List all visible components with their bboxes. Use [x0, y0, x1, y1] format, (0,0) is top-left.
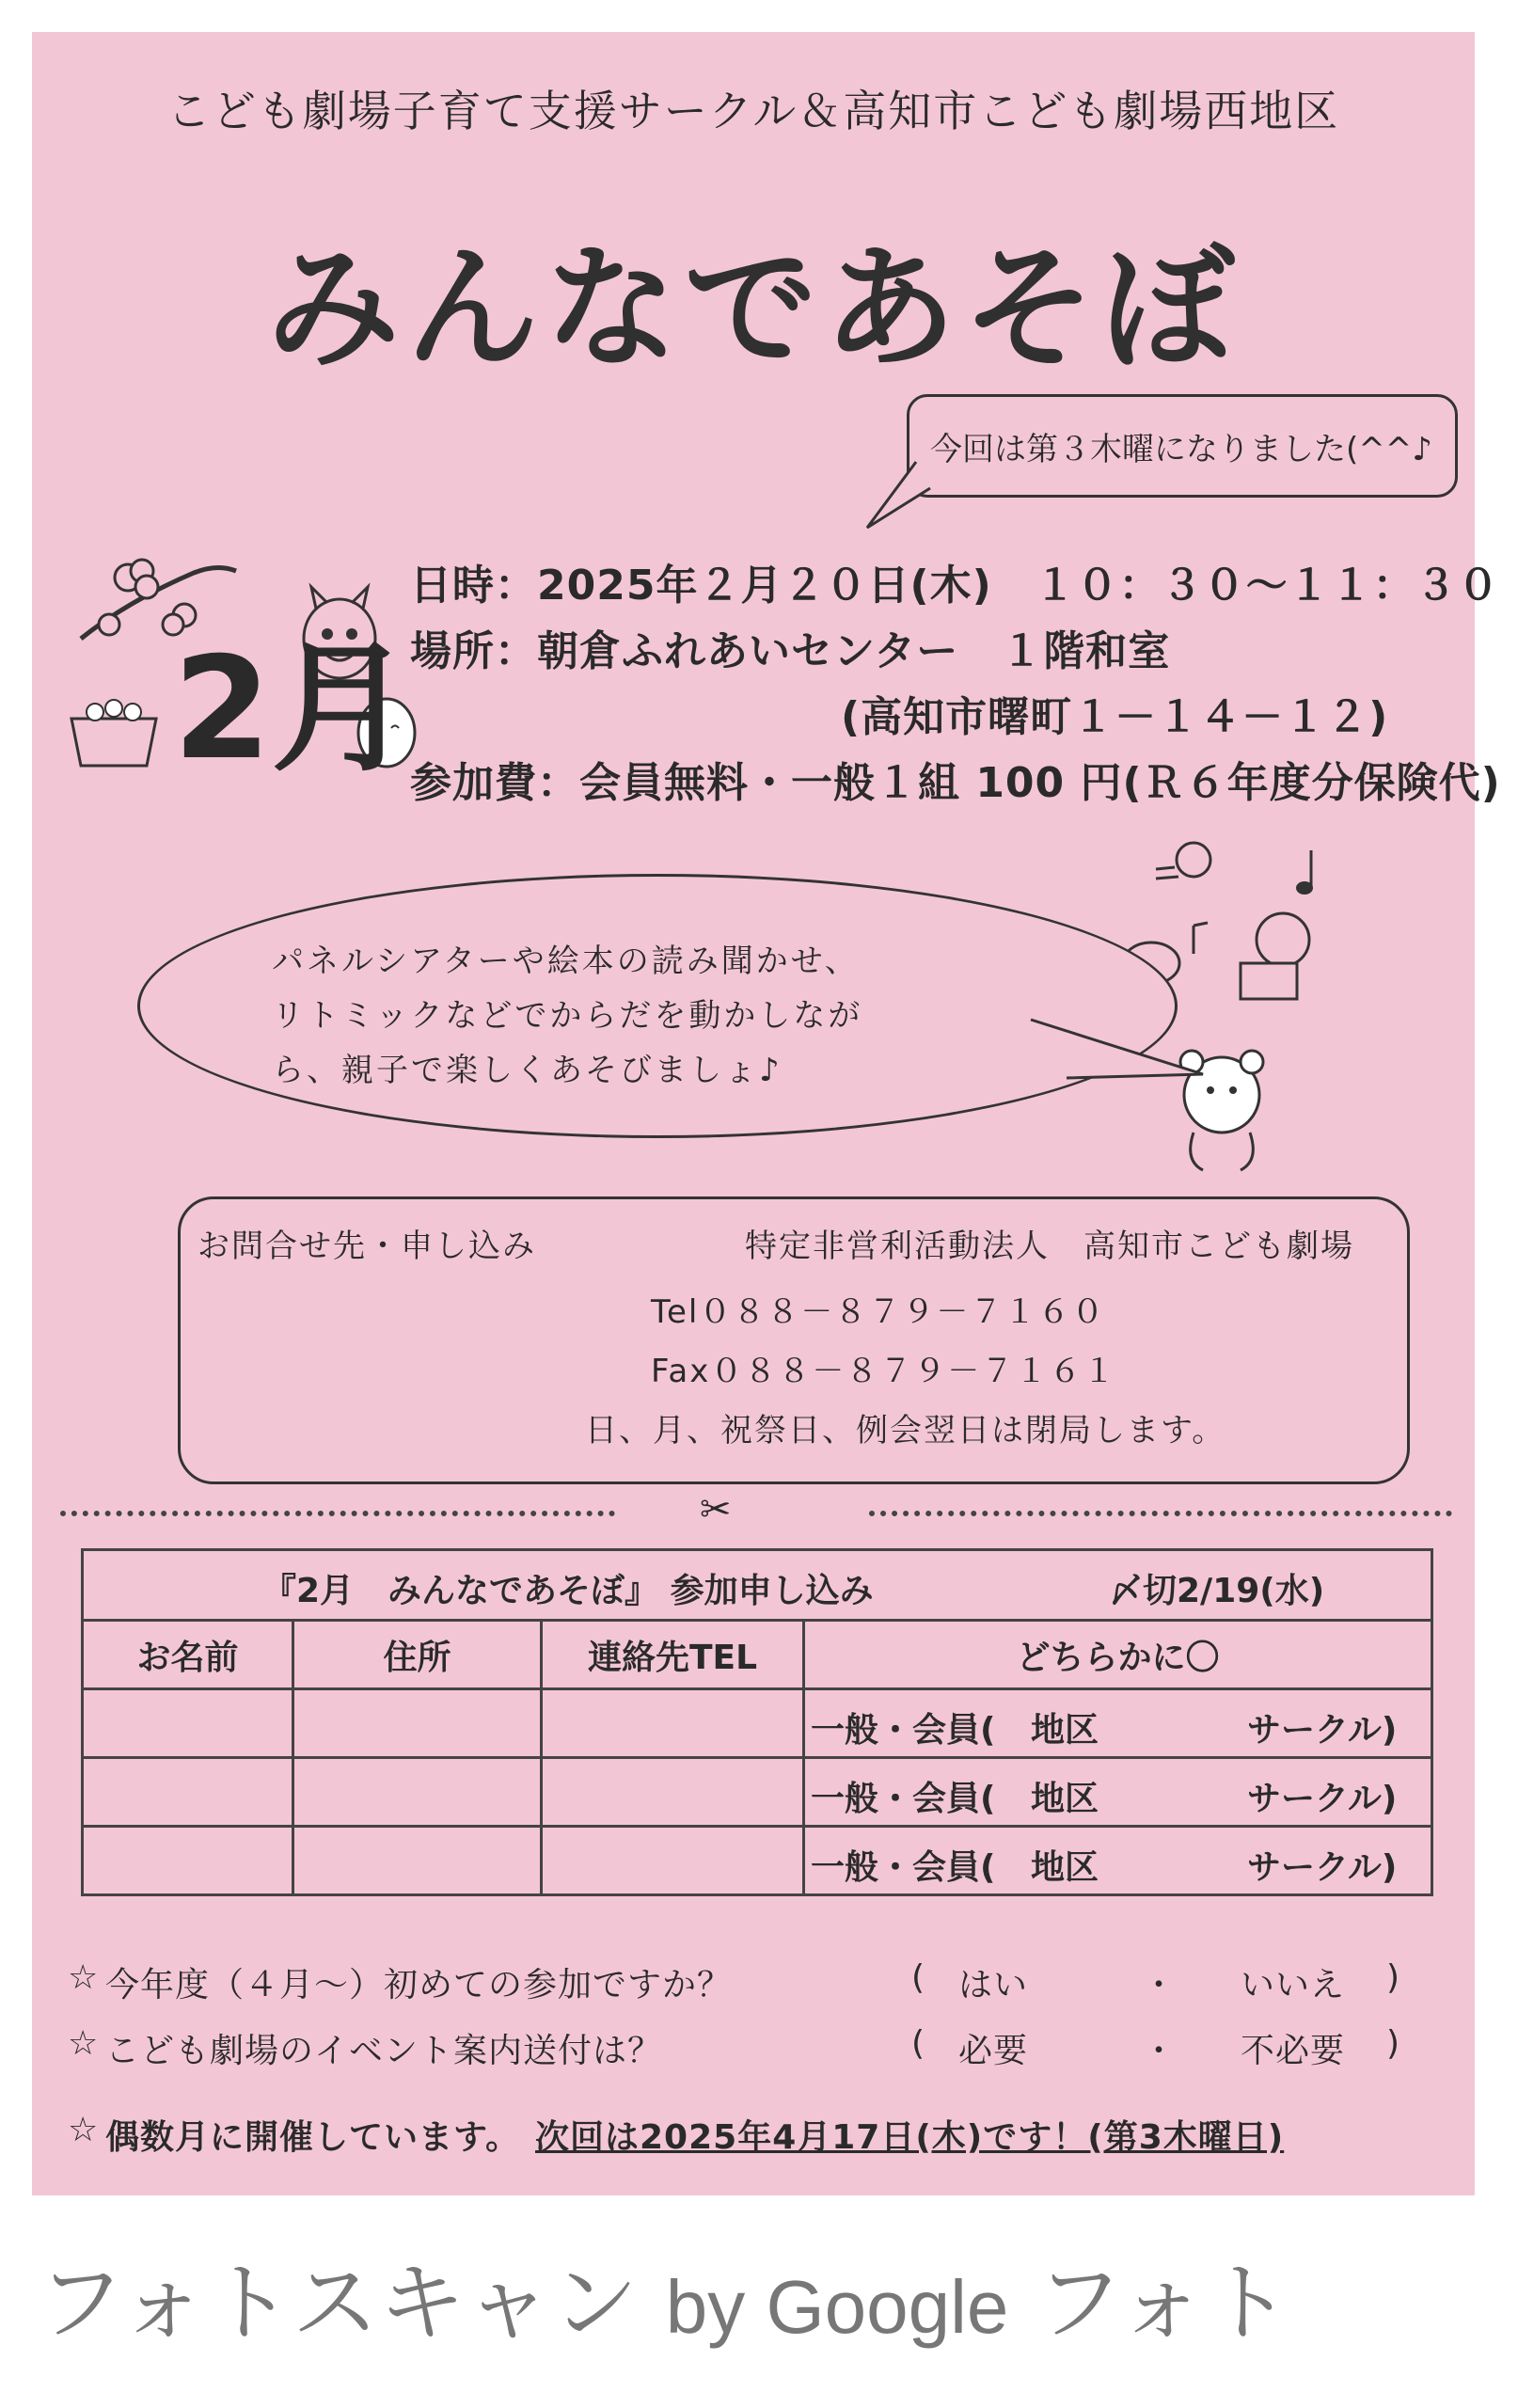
- flyer-title: みんなであそぼ: [266, 231, 1241, 387]
- tel-cell[interactable]: [542, 1689, 804, 1758]
- member-type: 一般・会員(: [811, 1780, 996, 1818]
- name-cell[interactable]: [83, 1758, 293, 1827]
- note-text: 今回は第３木曜になりました(^^♪: [930, 431, 1432, 468]
- header-address: 住所: [293, 1621, 542, 1689]
- header-choice: どちらかに〇: [804, 1621, 1432, 1689]
- flyer-page: [32, 32, 1501, 2195]
- option-no[interactable]: いいえ: [1241, 1966, 1346, 2004]
- bubble-tail-icon: [860, 460, 935, 535]
- star-icon: ☆: [68, 2024, 100, 2063]
- contact-box: [178, 1196, 1410, 1484]
- photoscan-footer: [38, 2234, 1291, 2358]
- question-text: こども劇場のイベント案内送付は？: [105, 2032, 663, 2070]
- area-label: 地区: [1031, 1780, 1099, 1818]
- form-deadline: 〆切2/19(水): [1109, 1572, 1325, 1610]
- name-cell[interactable]: [83, 1827, 293, 1895]
- event-datetime: 日時：2025年２月２０日(木) １０：３０～１１：３０: [410, 562, 1500, 610]
- option-separator: ・: [1142, 1966, 1178, 2004]
- star-icon: ☆: [68, 2111, 100, 2149]
- member-type: 一般・会員(: [811, 1848, 996, 1887]
- paren-close: ): [1386, 1958, 1401, 1997]
- member-type: 一般・会員(: [811, 1711, 996, 1750]
- form-title-row: [83, 1550, 1432, 1621]
- contact-closed-days: 日、月、祝祭日、例会翌日は閉局します。: [585, 1412, 1226, 1450]
- event-fee: 参加費：会員無料・一般１組 100 円(Ｒ６年度分保険代): [410, 759, 1501, 807]
- schedule-text: 偶数月に開催しています。: [105, 2118, 521, 2157]
- circle-label: サークル): [1247, 1780, 1398, 1818]
- circle-label: サークル): [1247, 1848, 1398, 1887]
- next-event: 次回は2025年4月17日(木)です！(第3木曜日): [535, 2118, 1285, 2157]
- address-cell[interactable]: [293, 1827, 542, 1895]
- tel-cell[interactable]: [542, 1827, 804, 1895]
- star-icon: ☆: [68, 1958, 100, 1997]
- event-address: (高知市曙町１－１４－１２): [841, 693, 1389, 741]
- option-yes[interactable]: はい: [958, 1966, 1029, 2004]
- contact-org: 特定非営利活動法人 高知市こども劇場: [745, 1228, 1354, 1265]
- event-place: 場所：朝倉ふれあいセンター １階和室: [410, 627, 1171, 675]
- paren-open: (: [911, 1958, 926, 1997]
- area-label: 地区: [1031, 1848, 1099, 1887]
- contact-fax: Fax０８８－８７９－７１６１: [651, 1353, 1117, 1390]
- month-badge: 2月: [173, 627, 413, 791]
- circle-label: サークル): [1247, 1711, 1398, 1750]
- cut-line-left: [60, 1511, 615, 1516]
- footer-suffix: フォト: [1036, 2253, 1292, 2353]
- address-cell[interactable]: [293, 1689, 542, 1758]
- form-title: 『2月 みんなであそぼ』 参加申し込み: [262, 1572, 874, 1610]
- contact-label: お問合せ先・申し込み: [198, 1228, 536, 1265]
- app-name: フォトスキャン: [38, 2253, 639, 2353]
- header-tel: 連絡先TEL: [542, 1621, 804, 1689]
- address-cell[interactable]: [293, 1758, 542, 1827]
- choice-cell[interactable]: [804, 1827, 1432, 1895]
- note-speech-bubble: [907, 394, 1458, 498]
- table-row: [83, 1758, 1432, 1827]
- activity-line-2: リトミックなどでからだを動かしなが: [272, 997, 863, 1035]
- activity-bubble-tail-icon: [1029, 1010, 1208, 1095]
- application-form-table: [81, 1548, 1433, 1896]
- paren-open: (: [911, 2024, 926, 2063]
- question-text: 今年度（４月～）初めての参加ですか？: [105, 1966, 733, 2004]
- activity-line-3: ら、親子で楽しくあそびましょ♪: [272, 1052, 783, 1089]
- sponsor-line: こども劇場子育て支援サークル＆高知市こども劇場西地区: [166, 86, 1340, 136]
- choice-cell[interactable]: [804, 1689, 1432, 1758]
- choice-cell[interactable]: [804, 1758, 1432, 1827]
- by-google: by Google: [665, 2265, 1009, 2349]
- table-row: [83, 1827, 1432, 1895]
- name-cell[interactable]: [83, 1689, 293, 1758]
- tel-cell[interactable]: [542, 1758, 804, 1827]
- scissors-icon: ✂: [700, 1488, 732, 1531]
- cut-line-right: [869, 1511, 1452, 1516]
- area-label: 地区: [1031, 1711, 1099, 1750]
- form-header-row: [83, 1621, 1432, 1689]
- activity-line-1: パネルシアターや絵本の読み聞かせ、: [272, 943, 860, 980]
- contact-tel: Tel０８８－８７９－７１６０: [651, 1293, 1106, 1331]
- option-not-needed[interactable]: 不必要: [1241, 2032, 1346, 2070]
- header-name: お名前: [83, 1621, 293, 1689]
- option-needed[interactable]: 必要: [958, 2032, 1029, 2070]
- option-separator: ・: [1142, 2032, 1178, 2070]
- paren-close: ): [1386, 2024, 1401, 2063]
- table-row: [83, 1689, 1432, 1758]
